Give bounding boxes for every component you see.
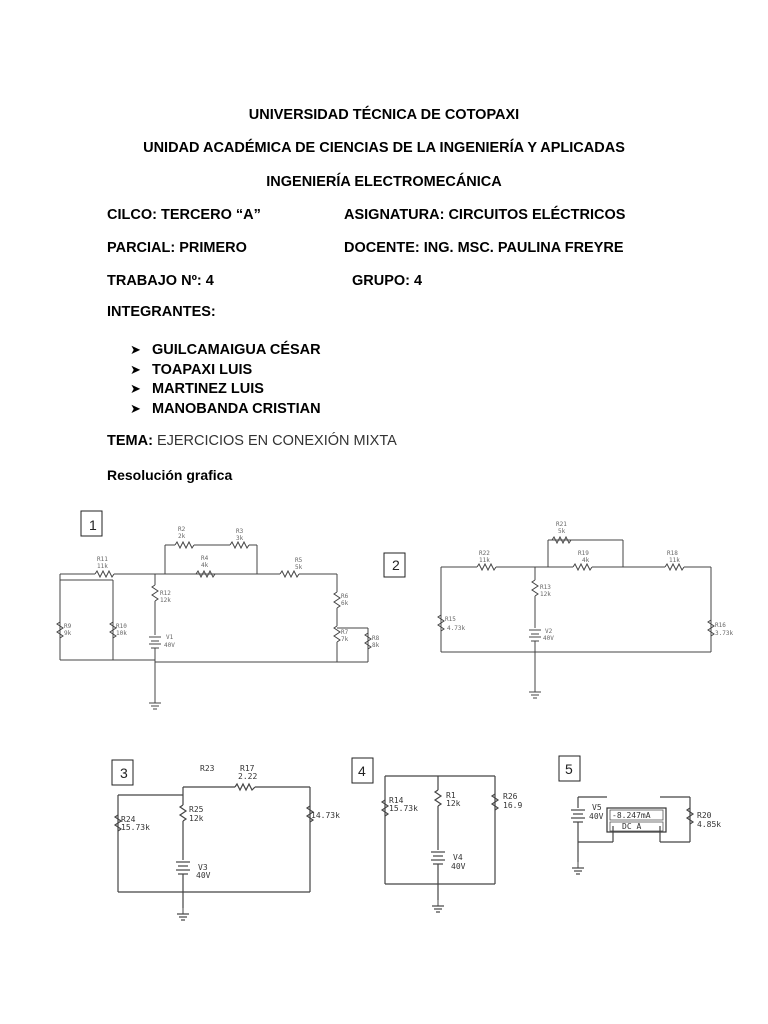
label-r12: R12 (160, 590, 171, 597)
tema-label: TEMA: (107, 433, 153, 449)
label-r23: R23 (200, 764, 215, 773)
value-r3: 3k (236, 535, 244, 542)
parcial-field: PARCIAL: PRIMERO (107, 240, 247, 256)
label-r3: R3 (236, 528, 244, 535)
label-v3: V3 (198, 863, 208, 872)
circuit-1 (57, 511, 371, 709)
label-r11: R11 (97, 556, 108, 563)
value-v2: 40V (543, 635, 554, 642)
value-r16: 3.73k (715, 630, 734, 637)
value-r9: 9k (64, 630, 72, 637)
value-r22: 11k (479, 557, 490, 564)
circuit-2-number: 2 (392, 557, 400, 573)
label-r13: R13 (540, 584, 551, 591)
value-r26: 16.9 (503, 801, 523, 810)
label-r10: R10 (116, 623, 127, 630)
ammeter-mode: DC A (622, 822, 642, 831)
value-r5: 5k (295, 564, 303, 571)
ammeter-reading: -8.247mA (612, 811, 651, 820)
label-v4: V4 (453, 853, 463, 862)
label-r20: R20 (697, 811, 712, 820)
label-r15: R15 (445, 616, 456, 623)
university-title: UNIVERSIDAD TÉCNICA DE COTOPAXI (248, 107, 520, 123)
value-v1: 40V (164, 642, 175, 649)
arrow-bullet-icon: ➤ (130, 400, 141, 416)
grupo-field: GRUPO: 4 (352, 273, 423, 289)
value-r19: 4k (582, 557, 590, 564)
career-title: INGENIERÍA ELECTROMECÁNICA (266, 174, 502, 190)
circuit-3 (112, 760, 313, 920)
label-r18: R18 (667, 550, 678, 557)
value-r4: 4k (201, 562, 209, 569)
label-r7: R7 (341, 629, 349, 636)
label-r24: R24 (121, 815, 136, 824)
circuit-2 (384, 537, 714, 698)
value-r18: 11k (669, 557, 680, 564)
label-v2: V2 (545, 628, 553, 635)
value-r12: 12k (160, 597, 171, 604)
resolucion-heading: Resolución grafica (107, 467, 233, 483)
list-item: ➤ MANOBANDA CRISTIAN (130, 400, 321, 417)
value-r1: 12k (446, 799, 461, 808)
circuit-5-number: 5 (565, 761, 573, 777)
arrow-bullet-icon: ➤ (130, 342, 141, 357)
label-r21: R21 (556, 521, 567, 528)
value-r7: 7k (341, 636, 349, 643)
circuit-1-number: 1 (89, 517, 97, 533)
label-r9: R9 (64, 623, 72, 630)
circuit-3-number: 3 (120, 765, 128, 781)
label-r6: R6 (341, 593, 349, 600)
value-r15: 4.73k (447, 625, 466, 632)
circuit-4 (352, 758, 498, 912)
value-right-resistor: 14.73k (311, 811, 340, 820)
integrantes-label: INTEGRANTES: (107, 304, 216, 320)
value-r6: 6k (341, 600, 349, 607)
arrow-bullet-icon: ➤ (130, 361, 141, 377)
value-r13: 12k (540, 591, 551, 598)
value-v4: 40V (451, 862, 466, 871)
value-r21: 5k (558, 528, 566, 535)
list-item: ➤ GUILCAMAIGUA CÉSAR (130, 342, 321, 358)
value-r10: 10k (116, 630, 127, 637)
label-r14: R14 (389, 796, 404, 805)
trabajo-field: TRABAJO Nº: 4 (107, 273, 214, 289)
label-r22: R22 (479, 550, 490, 557)
value-r2: 2k (178, 533, 186, 540)
value-r14: 15.73k (389, 804, 418, 813)
label-r17: R17 (240, 764, 255, 773)
label-v1: V1 (166, 634, 174, 641)
label-v5: V5 (592, 803, 602, 812)
label-r4: R4 (201, 555, 209, 562)
value-r17: 2.22 (238, 772, 258, 781)
label-r1: R1 (446, 791, 456, 800)
asignatura-field: ASIGNATURA: CIRCUITOS ELÉCTRICOS (344, 207, 626, 223)
docente-field: DOCENTE: ING. MSC. PAULINA FREYRE (344, 240, 624, 256)
tema-value: EJERCICIOS EN CONEXIÓN MIXTA (156, 433, 397, 449)
label-r25: R25 (189, 805, 204, 814)
value-r11: 11k (97, 563, 108, 570)
label-r5: R5 (295, 557, 303, 564)
arrow-bullet-icon: ➤ (130, 381, 141, 396)
value-r8: 8k (372, 642, 380, 649)
academic-unit-title: UNIDAD ACADÉMICA DE CIENCIAS DE LA INGENIERÍA Y APLICADAS (143, 140, 625, 156)
list-item: ➤ TOAPAXI LUIS (130, 361, 253, 378)
label-r19: R19 (578, 550, 589, 557)
value-r25: 12k (189, 814, 204, 823)
list-item: ➤ MARTINEZ LUIS (130, 381, 264, 397)
label-r26: R26 (503, 792, 518, 801)
value-v5: 40V (589, 812, 604, 821)
value-r24: 15.73k (121, 823, 150, 832)
label-r16: R16 (715, 622, 726, 629)
value-v3: 40V (196, 871, 211, 880)
label-r8: R8 (372, 635, 380, 642)
label-r2: R2 (178, 526, 186, 533)
value-r20: 4.85k (697, 820, 722, 829)
ciclo-field: CILCO: TERCERO “A” (107, 207, 261, 223)
circuit-4-number: 4 (358, 763, 366, 779)
